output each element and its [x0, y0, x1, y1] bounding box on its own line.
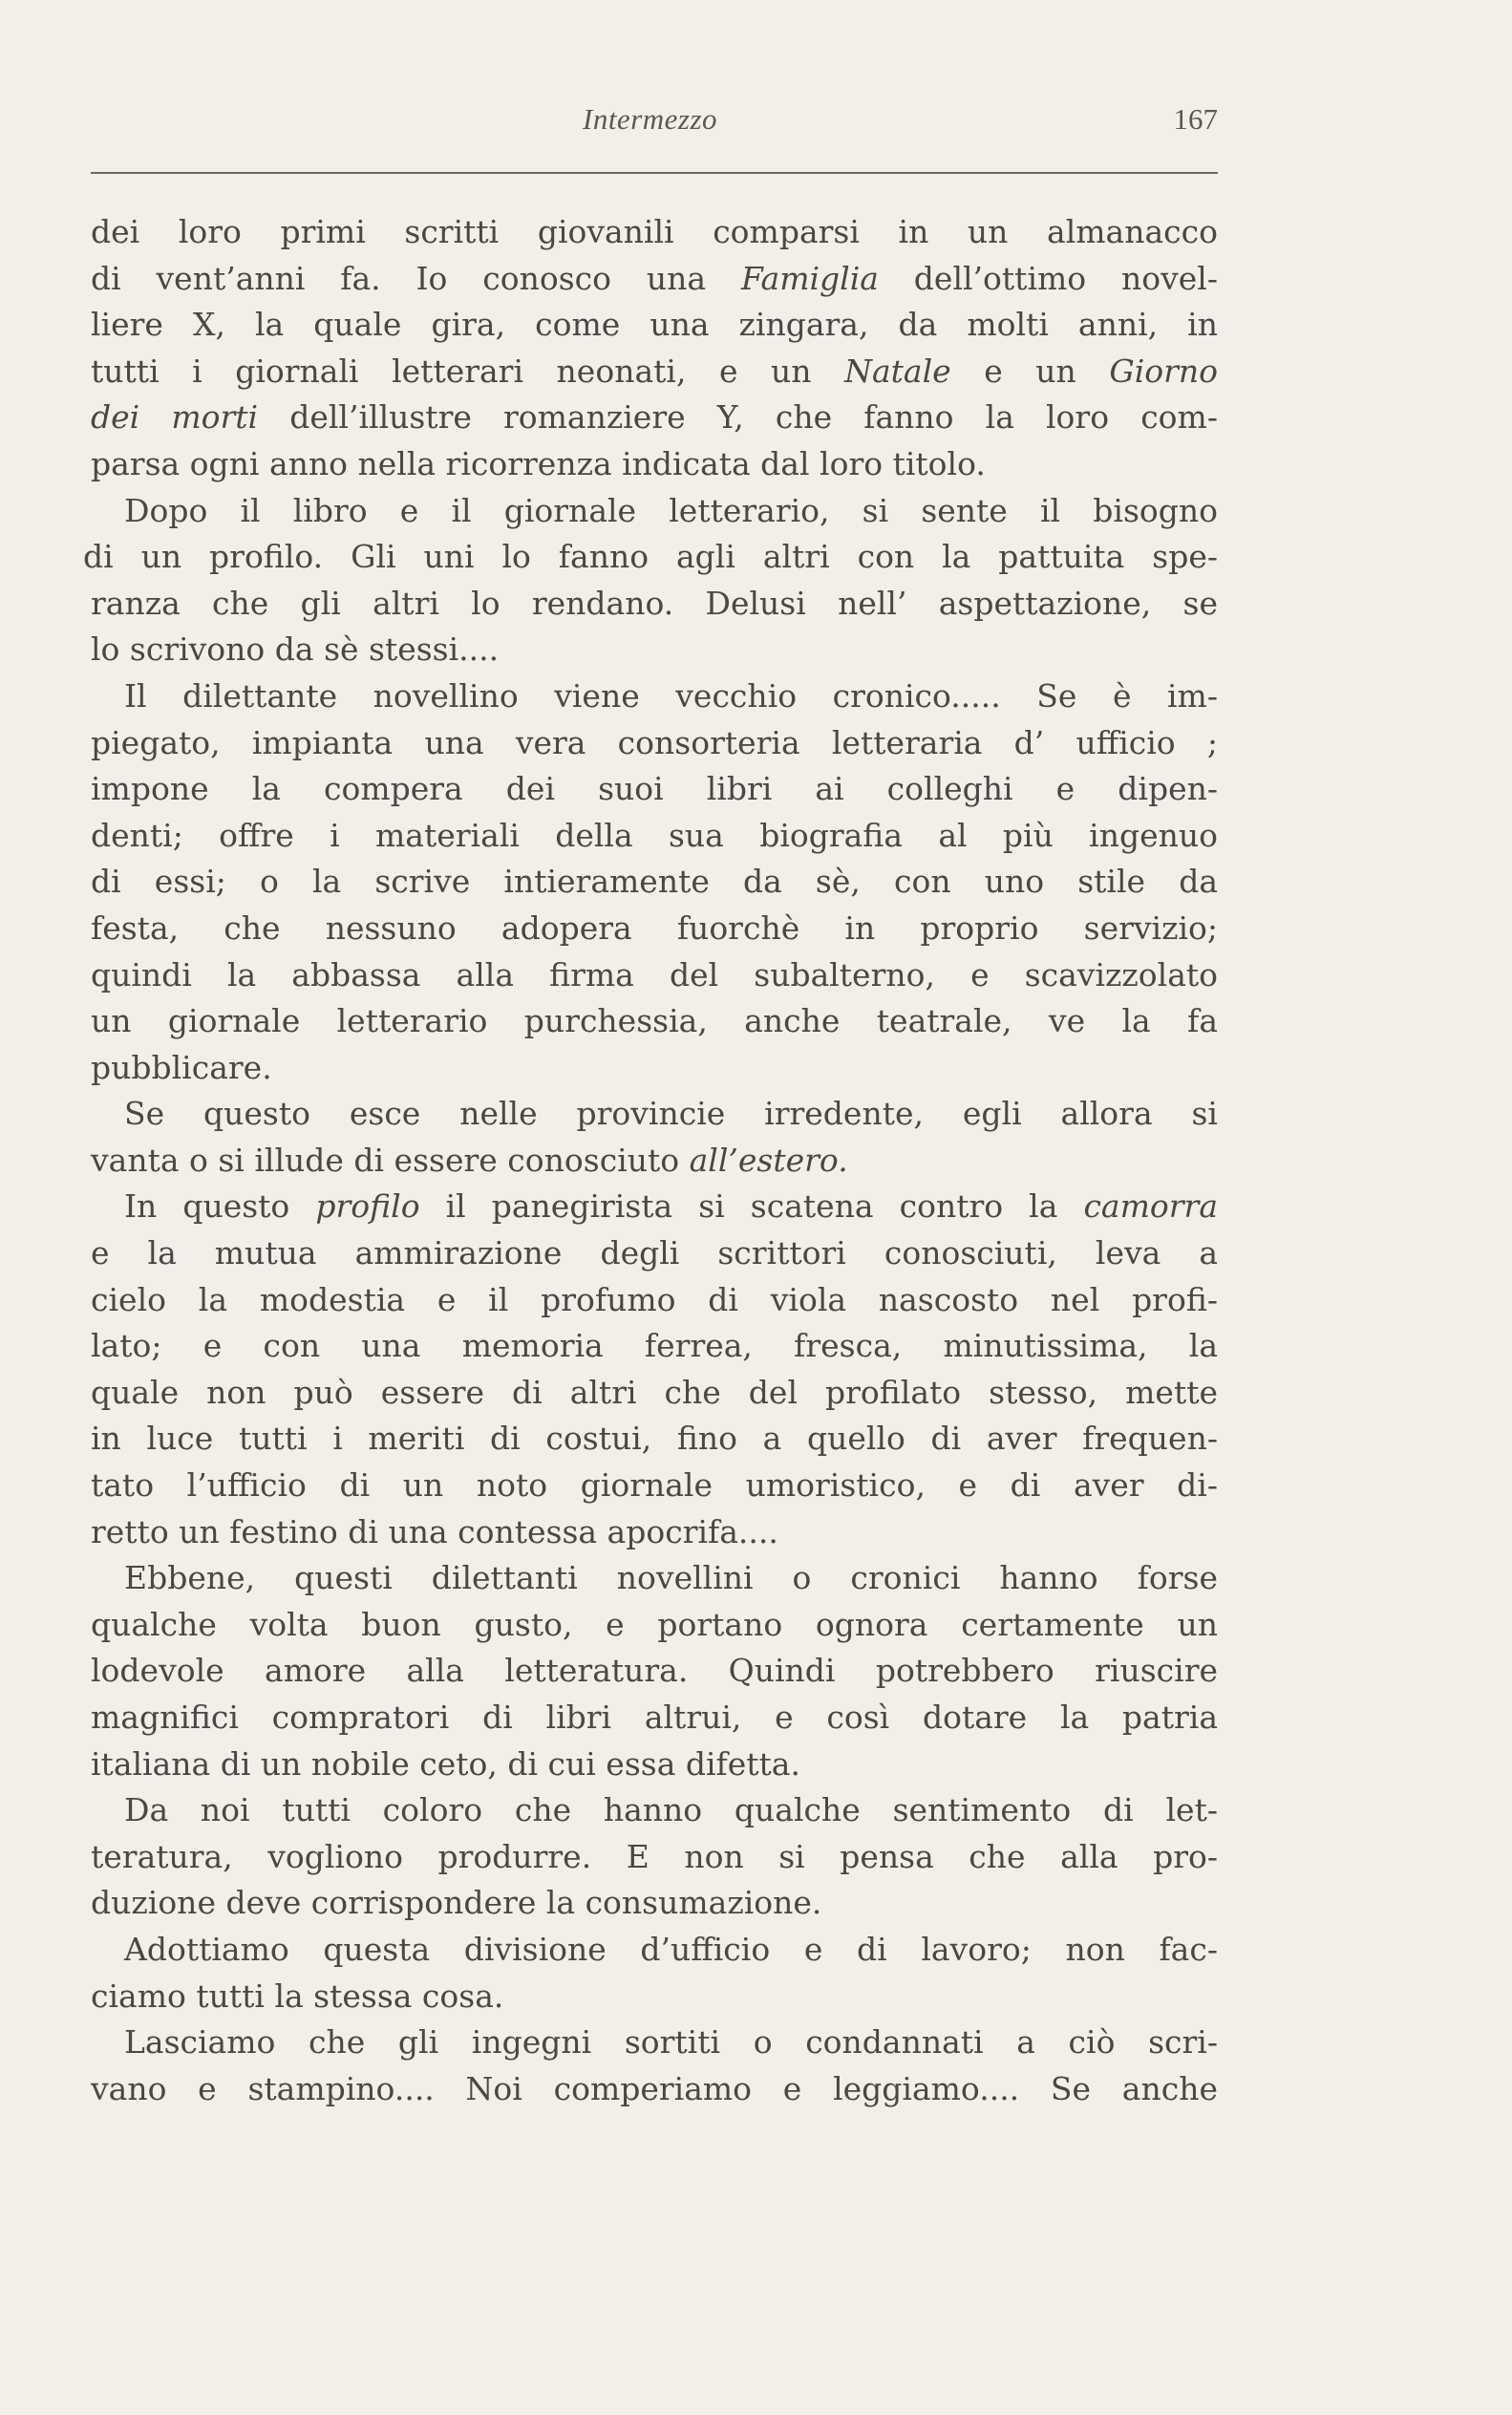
text-line: duzione deve corrispondere la consumazione.: [91, 1884, 822, 1922]
italic-title: Famiglia: [740, 259, 879, 297]
header-rule: [91, 172, 1218, 174]
text-line: piegato, impianta una vera consorteria letteraria d’ ufficio ;: [91, 723, 1218, 761]
text-line: e la mutua ammirazione degli scrittori conosciuti, leva a: [91, 1234, 1218, 1272]
italic-phrase: camorra: [1083, 1187, 1218, 1226]
text-line: quindi la abbassa alla firma del subalterno, e scavizzolato: [91, 955, 1218, 994]
book-page: [83, 91, 1219, 2288]
text-line: Da noi tutti coloro che hanno qualche sentimento di let-: [124, 1791, 1218, 1829]
text-line: parsa ogni anno nella ricorrenza indicata dal loro titolo.: [91, 444, 986, 482]
text-line: qualche volta buon gusto, e portano ognora certamente un: [91, 1605, 1218, 1643]
text-line: impone la compera dei suoi libri ai colleghi e dipen-: [91, 770, 1218, 808]
italic-title: dei morti: [91, 398, 259, 437]
text-line: denti; offre i materiali della sua biografia al più ingenuo: [91, 816, 1218, 854]
text-line: Adottiamo questa divisione d’ufficio e di lavoro; non fac-: [124, 1930, 1218, 1968]
text-line: dei loro primi scritti giovanili comparsi in un almanacco: [91, 213, 1218, 250]
text-line: quale non può essere di altri che del profilato stesso, mette: [91, 1373, 1218, 1411]
text-line: Ebbene, questi dilettanti novellini o cronici hanno forse: [124, 1559, 1218, 1597]
text-line: di essi; o la scrive intieramente da sè, con uno stile da: [91, 863, 1218, 901]
text-line: Il dilettante novellino viene vecchio cronico..... Se è im-: [124, 676, 1218, 715]
text-line: Dopo il libro e il giornale letterario, si sente il bisogno: [124, 491, 1218, 529]
text-line: Se questo esce nelle provincie irredente, egli allora si: [124, 1095, 1218, 1133]
italic-phrase: all’estero.: [689, 1141, 848, 1179]
text-line: pubblicare.: [91, 1048, 272, 1086]
text-line: In questo profilo il panegirista si scatena contro la camorra: [124, 1187, 1218, 1226]
text-line: liere X, la quale gira, come una zingara, da molti anni, in: [91, 306, 1218, 344]
text-line: dei morti dell’illustre romanziere Y, che fanno la loro com-: [91, 398, 1218, 437]
italic-phrase: profilo: [315, 1187, 420, 1226]
text-line: festa, che nessuno adopera fuorchè in proprio servizio;: [91, 908, 1218, 947]
text-line: tutti i giornali letterari neonati, e un Natale e un Giorno: [91, 352, 1219, 390]
text-line: vano e stampino.... Noi comperiamo e leggiamo.... Se anche: [91, 2069, 1218, 2107]
text-line: lodevole amore alla letteratura. Quindi potrebbero riuscire: [91, 1652, 1218, 1690]
text-line: lo scrivono da sè stessi....: [91, 630, 500, 669]
text-line: tato l’ufficio di un noto giornale umoristico, e di aver di-: [91, 1466, 1218, 1505]
running-title: Intermezzo: [583, 102, 718, 136]
text-line: italiana di un nobile ceto, di cui essa difetta.: [91, 1744, 800, 1783]
italic-title: Natale: [844, 352, 951, 390]
text-line: cielo la modestia e il profumo di viola nascosto nel profi-: [91, 1280, 1218, 1318]
text-line: vanta o si illude di essere conosciuto all’estero.: [91, 1141, 848, 1179]
text-line: retto un festino di una contessa apocrifa....: [91, 1512, 778, 1550]
text-line: di un profilo. Gli uni lo fanno agli altri con la pattuita spe-: [83, 538, 1218, 576]
running-head: [91, 102, 1218, 140]
text-line: magnifici compratori di libri altrui, e così dotare la patria: [91, 1699, 1218, 1736]
text-line: ciamo tutti la stessa cosa.: [91, 1977, 504, 2015]
text-line: teratura, vogliono produrre. E non si pensa che alla pro-: [91, 1837, 1218, 1875]
page-number: 167: [1173, 102, 1218, 136]
body-text: [83, 209, 1219, 2112]
text-line: di vent’anni fa. Io conosco una Famiglia dell’ottimo novel-: [91, 259, 1218, 297]
text-line: lato; e con una memoria ferrea, fresca, minutissima, la: [91, 1327, 1218, 1365]
italic-title: Giorno: [1109, 352, 1219, 390]
text-line: Lasciamo che gli ingegni sortiti o condannati a ciò scri-: [124, 2023, 1218, 2062]
text-line: ranza che gli altri lo rendano. Delusi nell’ aspettazione, se: [91, 584, 1218, 622]
text-line: in luce tutti i meriti di costui, fino a quello di aver frequen-: [91, 1420, 1218, 1458]
text-line: un giornale letterario purchessia, anche teatrale, ve la fa: [91, 1002, 1218, 1040]
